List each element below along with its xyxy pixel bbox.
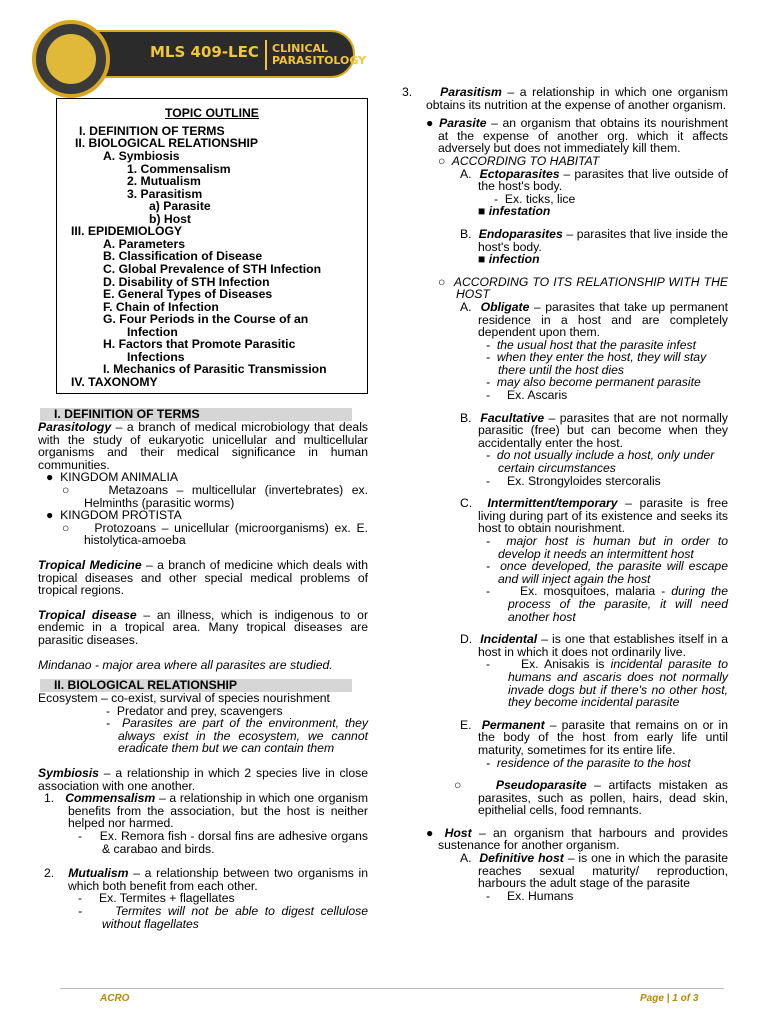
microscope-icon bbox=[46, 34, 96, 84]
definition: – parasites that live outside of the host's body. bbox=[478, 166, 728, 194]
ecosystem-text: Ecosystem – co-exist, survival of species nourishment bbox=[38, 691, 330, 706]
list-item: - Ex. Anisakis is incidental parasite to humans and ascaris does not normally invade dogs but if there's no other host, they become incidental parasite bbox=[486, 657, 728, 710]
definition: – is one in which the parasite reaches sexual maturity/ reproduction, harbours the adult stage of the parasite bbox=[478, 851, 729, 891]
list-item: - Termites will not be able to digest cellulose without flagellates bbox=[78, 904, 368, 931]
list-item: ■ infection bbox=[478, 252, 540, 267]
outline-item: III. EPIDEMIOLOGY bbox=[71, 224, 183, 238]
list-item: - the usual host that the parasite infest bbox=[486, 337, 697, 352]
right-column bbox=[402, 86, 728, 902]
list-item: ○ Metazoans – multicellular (invertebrates) ex. Helminths (parasitic worms) bbox=[62, 482, 368, 510]
term: Obligate bbox=[480, 299, 530, 314]
course-code: MLS 409-LEC bbox=[150, 43, 259, 61]
list-item: - major host is human but in order to develop it needs an intermittent host bbox=[486, 534, 728, 561]
list-item: D. Incidental – is one that establishes itself in a host in which it does not ordinarily live. bbox=[460, 632, 728, 659]
section-heading: II. BIOLOGICAL RELATIONSHIP bbox=[40, 679, 352, 692]
term: Definitive host bbox=[479, 851, 564, 866]
list-text: Ex. Humans bbox=[507, 888, 574, 903]
list-item: ● Parasite – an organism that obtains its nourishment at the expense of another org. which it affects adversely but does not immediately kill them. bbox=[426, 116, 728, 156]
outline-item: C. Global Prevalence of STH Infection bbox=[103, 262, 322, 276]
definition: – artifacts mistaken as parasites, such as pollen, hairs, dead skin, epithelial cells, food remnants. bbox=[478, 778, 728, 818]
list-item: - Ex. Remora fish - dorsal fins are adhesive organs & carabao and birds. bbox=[78, 829, 368, 856]
outline-item: 3. Parasitism bbox=[127, 187, 203, 201]
term: Parasite bbox=[439, 116, 487, 131]
list-item: - Ex. Termites + flagellates bbox=[78, 891, 235, 906]
definition: – an illness, which is indigenous to or endemic in a tropical area. Many tropical diseases are parasitic diseases. bbox=[38, 607, 368, 647]
term: Endoparasites bbox=[478, 226, 563, 241]
list-text: Ex. Termites + flagellates bbox=[99, 891, 235, 906]
section-heading: I. DEFINITION OF TERMS bbox=[40, 408, 352, 421]
definition: – parasites that take up permanent residence in a host and are completely dependent upon them. bbox=[478, 299, 728, 340]
list-item: ● KINGDOM ANIMALIA bbox=[46, 470, 178, 485]
outline-item: B. Classification of Disease bbox=[103, 249, 263, 263]
subheading: ○ ACCORDING TO HABITAT bbox=[438, 153, 600, 168]
definition-tropical-medicine bbox=[38, 559, 368, 597]
outline-item: a) Parasite bbox=[149, 199, 211, 213]
list-item: - do not usually include a host, only under certain circumstances bbox=[486, 448, 715, 476]
list-text: major host is human but in order to develop it needs an intermittent host bbox=[498, 534, 728, 561]
list-item: 2. Mutualism – a relationship between two organisms in which both benefit from each other. bbox=[44, 866, 368, 893]
definition-tropical-disease bbox=[38, 609, 368, 647]
logo-emblem bbox=[32, 20, 110, 98]
list-text: Ex. Strongyloides stercoralis bbox=[507, 473, 661, 488]
term: Mutualism bbox=[68, 866, 129, 881]
definition: – a relationship in which one organism obtains its nutrition at the expense of another organism. bbox=[426, 85, 728, 112]
list-item: - Ex. Strongyloides stercoralis bbox=[486, 473, 661, 488]
list-item: E. Permanent – parasite that remains on or in the body of the host from early life until maturity, sometimes for its entire life. bbox=[460, 717, 728, 757]
list-text: during the process of the parasite, it will need another host bbox=[508, 584, 728, 624]
page-number: Page | 1 of 3 bbox=[640, 993, 699, 1004]
list-item: - once developed, the parasite will escape and will inject again the host bbox=[486, 559, 728, 586]
list-number: 3. bbox=[402, 85, 413, 99]
term: Intermittent/temporary bbox=[487, 496, 618, 511]
definition: – parasite that remains on or in the body of the host from early life until maturity, sometimes for its entire life. bbox=[478, 717, 728, 757]
kingdom-detail: Protozoans – unicellular (microorganisms) ex. E. histolytica-amoeba bbox=[84, 520, 368, 548]
list-item bbox=[402, 86, 728, 111]
outline-title: TOPIC OUTLINE bbox=[165, 106, 259, 120]
list-text: Parasites are part of the environment, they always exist in the ecosystem, we cannot eradicate them but we can contain them bbox=[118, 716, 368, 756]
definition-symbiosis bbox=[38, 767, 368, 792]
list-text: the usual host that the parasite infest bbox=[496, 337, 697, 352]
left-column bbox=[38, 408, 368, 930]
list-text: once developed, the parasite will escape and will inject again the host bbox=[498, 559, 728, 586]
list-text: Ex. Ascaris bbox=[507, 388, 568, 403]
list-item: 1. Commensalism – a relationship in which one organism benefits from the association, but the host is neither helped nor harmed. bbox=[44, 791, 368, 831]
header-logo bbox=[30, 18, 367, 90]
course-title bbox=[272, 43, 366, 67]
list-item: - Predator and prey, scavengers bbox=[106, 703, 283, 718]
list-item: - Ex. mosquitoes, malaria - during the process of the parasite, it will need another host bbox=[486, 584, 728, 624]
list-item: - Ex. Ascaris bbox=[486, 388, 568, 403]
outline-item: A. Symbiosis bbox=[103, 149, 180, 163]
logo-separator bbox=[265, 40, 267, 70]
term: Parasitology bbox=[38, 420, 112, 434]
list-item: - residence of the parasite to the host bbox=[486, 755, 691, 770]
definition: – parasites that live inside the host's body. bbox=[478, 226, 728, 254]
term: Tropical Medicine bbox=[38, 557, 142, 572]
outline-item: Infection bbox=[127, 325, 178, 339]
outline-item: I. Mechanics of Parasitic Transmission bbox=[103, 362, 327, 376]
list-item: ● Host – an organism that harbours and provides sustenance for another organism. bbox=[426, 825, 728, 853]
footer-divider bbox=[60, 988, 724, 989]
outline-item: Infections bbox=[127, 350, 185, 364]
kingdom-detail: Metazoans – multicellular (invertebrates) ex. Helminths (parasitic worms) bbox=[84, 482, 368, 510]
definition: – a branch of medicine which deals with tropical diseases and other special medical problems of tropical regions. bbox=[38, 557, 369, 598]
term: Incidental bbox=[480, 632, 538, 647]
outline-item: E. General Types of Diseases bbox=[103, 287, 273, 301]
outline-item: b) Host bbox=[149, 212, 191, 226]
term: Symbiosis bbox=[38, 766, 99, 781]
list-item: - may also become permanent parasite bbox=[486, 375, 701, 390]
list-item: C. Intermittent/temporary – parasite is free living during part of its existence and seeks its host to obtain nourishment. bbox=[460, 496, 728, 536]
list-text: infection bbox=[488, 252, 540, 267]
list-item: B. Endoparasites – parasites that live inside the host's body. bbox=[460, 226, 728, 254]
list-text: Ex. Remora fish - dorsal fins are adhesive organs & carabao and birds. bbox=[99, 829, 368, 856]
list-text: Ex. Anisakis is bbox=[520, 657, 611, 672]
outline-item: G. Four Periods in the Course of an bbox=[103, 312, 309, 326]
subheading-text: ACCORDING TO ITS RELATIONSHIP WITH THE HOST bbox=[453, 274, 729, 302]
term: Tropical disease bbox=[38, 607, 137, 622]
term: Pseudoparasite bbox=[495, 778, 587, 793]
course-title-line2: PARASITOLOGY bbox=[272, 54, 367, 67]
definition-parasitology bbox=[38, 421, 368, 471]
list-text: Ex. ticks, lice bbox=[504, 191, 576, 206]
kingdom-label: KINGDOM PROTISTA bbox=[60, 508, 182, 523]
list-text: Predator and prey, scavengers bbox=[116, 703, 283, 718]
term: Commensalism bbox=[65, 791, 156, 806]
list-item: ○ Protozoans – unicellular (microorganisms) ex. E. histolytica-amoeba bbox=[62, 520, 368, 548]
term: Facultative bbox=[480, 410, 545, 425]
definition: – an organism that obtains its nourishment at the expense of another org. which it affects adversely but does not immediately kill them. bbox=[438, 116, 728, 156]
list-text: Termites will not be able to digest cellulose without flagellates bbox=[102, 904, 368, 931]
outline-item: I. DEFINITION OF TERMS bbox=[79, 124, 225, 138]
list-item: A. Obligate – parasites that take up permanent residence in a host and are completely dependent upon them. bbox=[460, 299, 728, 340]
list-text: when they enter the host, they will stay there until the host dies bbox=[496, 350, 707, 377]
outline-item: A. Parameters bbox=[103, 237, 185, 251]
note-mindanao: Mindanao - major area where all parasites are studied. bbox=[38, 657, 333, 672]
list-item: - when they enter the host, they will stay there until the host dies bbox=[486, 350, 707, 377]
term: Permanent bbox=[481, 717, 545, 732]
list-item: B. Facultative – parasites that are not normally parasitic (free) but can become when they accidentally enter the host. bbox=[460, 410, 728, 450]
definition: – a relationship in which one organism benefits from the association, but the host is neither helped nor harmed. bbox=[68, 791, 368, 831]
term: Host bbox=[444, 825, 472, 840]
outline-item: F. Chain of Infection bbox=[103, 300, 219, 314]
list-text: infestation bbox=[488, 204, 551, 219]
subheading-text: ACCORDING TO HABITAT bbox=[451, 153, 600, 168]
definition: – a relationship in which 2 species live in close association with one another. bbox=[38, 766, 368, 793]
list-item: A. Definitive host – is one in which the parasite reaches sexual maturity/ reproduction, harbours the adult stage of the parasite bbox=[460, 851, 729, 891]
definition: – a relationship between two organisms in which both benefit from each other. bbox=[68, 866, 368, 893]
subheading: ○ ACCORDING TO ITS RELATIONSHIP WITH THE HOST bbox=[438, 274, 729, 302]
definition: – parasites that are not normally parasitic (free) but can become when they accidentally enter the host. bbox=[478, 410, 728, 450]
definition: – is one that establishes itself in a host in which it does not ordinarily live. bbox=[478, 632, 728, 659]
outline-item: D. Disability of STH Infection bbox=[103, 275, 270, 289]
list-item: A. Ectoparasites – parasites that live outside of the host's body. bbox=[460, 166, 728, 194]
list-text: do not usually include a host, only under certain circumstances bbox=[496, 448, 715, 476]
outline-item: 2. Mutualism bbox=[127, 174, 201, 188]
outline-item: H. Factors that Promote Parasitic bbox=[103, 337, 296, 351]
list-item: - Parasites are part of the environment, they always exist in the ecosystem, we cannot eradicate them but we can contain them bbox=[106, 716, 368, 756]
definition: – an organism that harbours and provides sustenance for another organism. bbox=[438, 825, 728, 853]
term: Parasitism bbox=[440, 85, 502, 99]
list-item: ○ Pseudoparasite – artifacts mistaken as parasites, such as pollen, hairs, dead skin, epithelial cells, food remnants. bbox=[454, 778, 728, 818]
list-text: incidental parasite to humans and ascaris does not normally invade dogs but if there's no other host, they become incidental parasite bbox=[508, 657, 728, 710]
topic-outline bbox=[56, 98, 368, 394]
outline-item: 1. Commensalism bbox=[127, 162, 231, 176]
course-title-line1: CLINICAL bbox=[272, 42, 329, 55]
footer-author: ACRO bbox=[100, 993, 130, 1004]
list-item: ● KINGDOM PROTISTA bbox=[46, 508, 182, 523]
list-text: residence of the parasite to the host bbox=[496, 755, 691, 770]
list-item: - Ex. ticks, lice bbox=[494, 191, 576, 206]
list-item: - Ex. Humans bbox=[486, 888, 574, 903]
list-text: may also become permanent parasite bbox=[496, 375, 701, 390]
definition: – parasite is free living during part of its existence and seeks its host to obtain nourishment. bbox=[478, 496, 728, 536]
list-text: Ex. mosquitoes, malaria - bbox=[519, 584, 672, 599]
outline-item: IV. TAXONOMY bbox=[71, 375, 158, 389]
outline-item: II. BIOLOGICAL RELATIONSHIP bbox=[75, 136, 259, 150]
term: Ectoparasites bbox=[479, 166, 560, 181]
definition: – a branch of medical microbiology that deals with the study of eukaryotic unicellular and multicellular organisms and their medical significance in human communities. bbox=[38, 420, 368, 472]
list-item: ■ infestation bbox=[478, 204, 551, 219]
kingdom-label: KINGDOM ANIMALIA bbox=[60, 470, 178, 485]
